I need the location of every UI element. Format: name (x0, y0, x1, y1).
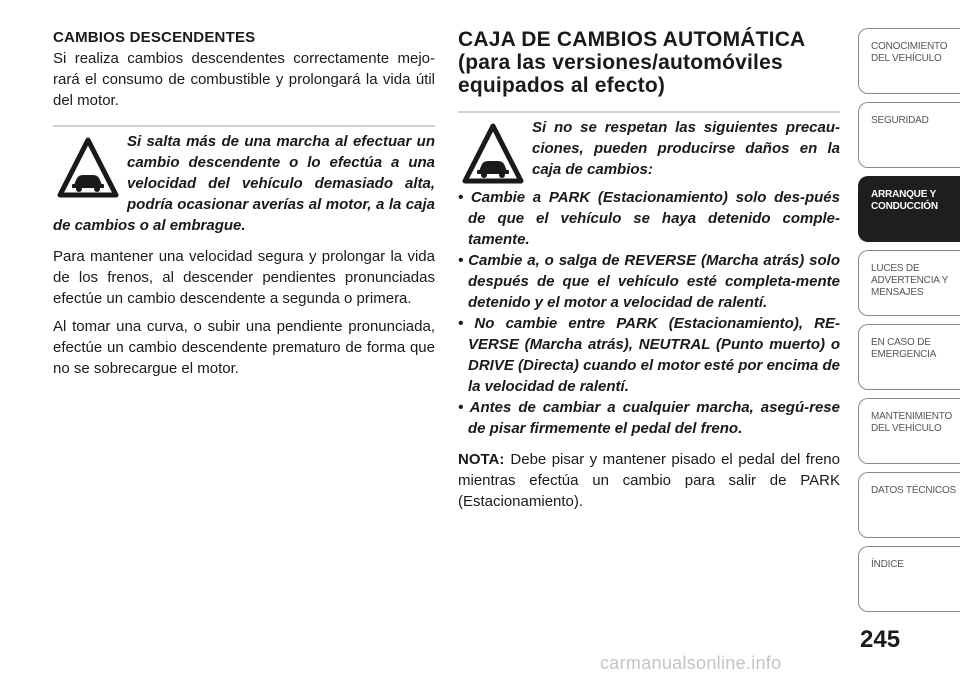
tab-seguridad[interactable]: SEGURIDAD (858, 102, 960, 168)
tab-luces-de-advertencia[interactable]: LUCES DE ADVERTENCIA Y MENSAJES (858, 250, 960, 316)
tab-datos-tecnicos[interactable]: DATOS TÉCNICOS (858, 472, 960, 538)
list-item: • Cambie a PARK (Estacionamiento) solo des-pués de que el vehículo se haya detenido comple-tamente. (458, 189, 840, 248)
list-item: • Cambie a, o salga de REVERSE (Marcha atrás) solo después de que el vehículo esté completa-mente detenido y el motor a velocidad de ralentí. (458, 252, 840, 311)
page-number: 245 (860, 626, 901, 653)
body-paragraph-1: Para mantener una velocidad segura y prolongar la vida de los frenos, al descender pendientes pronunciadas efectúe un cambio descendente a segunda o primera. (53, 248, 435, 307)
left-column (53, 28, 435, 379)
right-column (458, 28, 840, 512)
tab-en-caso-de-emergencia[interactable]: EN CASO DE EMERGENCIA (858, 324, 960, 390)
note-paragraph (458, 449, 840, 512)
tab-mantenimiento-del-vehiculo[interactable]: MANTENIMIENTO DEL VEHÍCULO (858, 398, 960, 464)
body-paragraph-2: Al tomar una curva, o subir una pendiente pronunciada, efectúe un cambio descendente prematuro de forma que no se sobrecargue el motor. (53, 318, 435, 377)
warning-box-transmission (458, 111, 840, 439)
warning-text: Si salta más de una marcha al efectuar un cambio descendente o lo efectúa a una velocidad del vehículo demasiado alta, podría ocasionar averías al motor, a la caja de cambios o al embrague. (53, 133, 435, 234)
warning-bullet-list (458, 187, 840, 439)
page-title: CAJA DE CAMBIOS AUTOMÁTICA (para las versiones/automóviles equipados al efecto) (458, 28, 805, 97)
list-item: • No cambie entre PARK (Estacionamiento), RE-VERSE (Marcha atrás), NEUTRAL (Punto muerto) o DRIVE (Directa) cuando el motor esté por encima de la velocidad de ralentí. (458, 315, 840, 395)
warning-triangle-car-icon (57, 137, 119, 199)
note-text: Debe pisar y mantener pisado el pedal del freno mientras efectúa un cambio para salir de PARK (Estacionamiento). (458, 451, 840, 510)
note-label: NOTA: (458, 451, 505, 468)
tab-indice[interactable]: ÍNDICE (858, 546, 960, 612)
watermark: carmanualsonline.info (600, 653, 782, 673)
warning-box (53, 125, 435, 236)
tab-conocimiento-del-vehiculo[interactable]: CONOCIMIENTO DEL VEHÍCULO (858, 28, 960, 94)
intro-paragraph: Si realiza cambios descendentes correctamente mejo-rará el consumo de combustible y prolongará la vida útil del motor. (53, 50, 435, 109)
chapter-tabs (858, 28, 960, 620)
tab-arranque-y-conduccion[interactable]: ARRANQUE Y CONDUCCIÓN (858, 176, 960, 242)
list-item: • Antes de cambiar a cualquier marcha, asegú-rese de pisar firmemente el pedal del freno. (458, 399, 840, 437)
warning-triangle-car-icon (462, 123, 524, 185)
section-heading: CAMBIOS DESCENDENTES (53, 29, 256, 46)
warning-intro: Si no se respetan las siguientes precau-ciones, pueden producirse daños en la caja de cambios: (532, 119, 840, 178)
